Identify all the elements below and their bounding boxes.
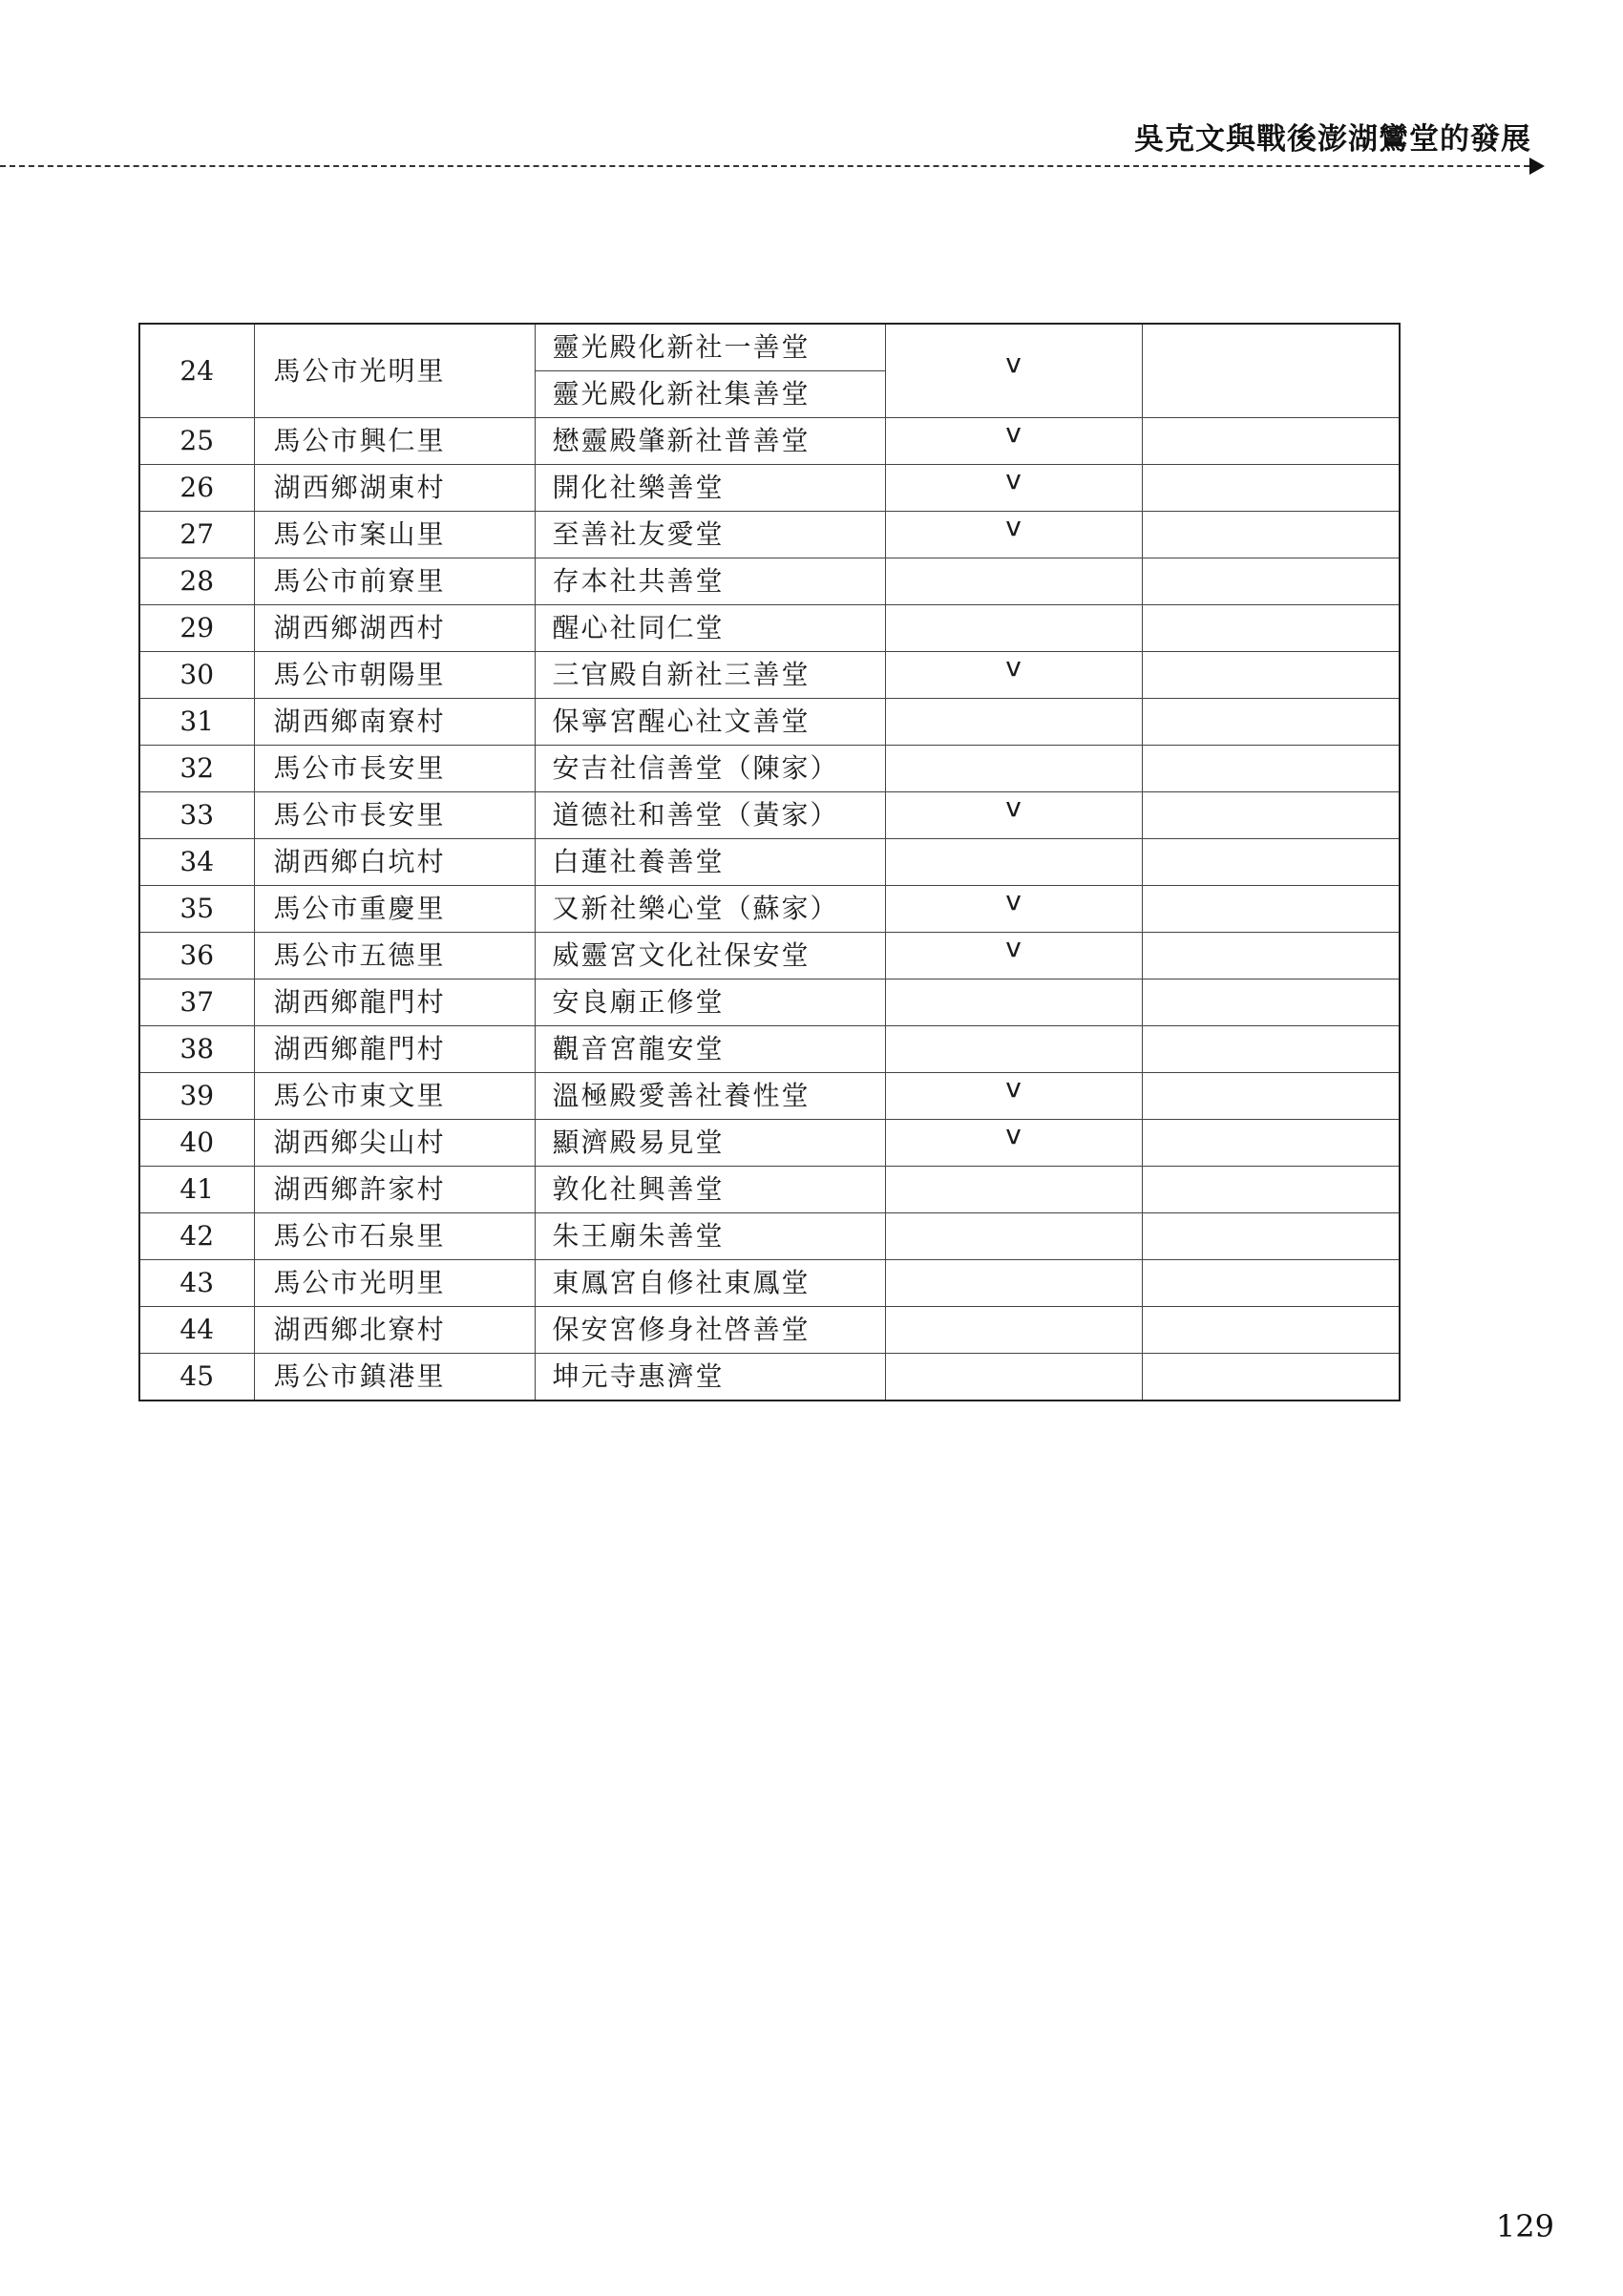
row-number: 38 [139,1026,254,1073]
row-temple-name: 白蓮社養善堂 [535,839,885,886]
row-temple-name: 溫極殿愛善社養性堂 [535,1073,885,1120]
row-temple-name: 安吉社信善堂（陳家） [535,746,885,792]
row-empty-cell [1142,1120,1400,1167]
row-location: 馬公市光明里 [254,1260,535,1307]
table-body [139,324,1400,1401]
row-number: 37 [139,979,254,1026]
row-number: 28 [139,558,254,605]
row-location: 馬公市朝陽里 [254,652,535,699]
row-empty-cell [1142,933,1400,979]
row-empty-cell [1142,1354,1400,1401]
table-row [139,746,1400,792]
row-location: 馬公市前寮里 [254,558,535,605]
table-row [139,1213,1400,1260]
row-number: 43 [139,1260,254,1307]
row-temple-name: 開化社樂善堂 [535,465,885,512]
row-empty-cell [1142,746,1400,792]
row-location: 湖西鄉湖東村 [254,465,535,512]
row-temple-name: 保寧宮醒心社文善堂 [535,699,885,746]
row-location: 馬公市五德里 [254,933,535,979]
page-number: 129 [1495,2208,1554,2244]
table-row [139,465,1400,512]
table-row [139,933,1400,979]
check-mark-icon: v [1005,1072,1022,1104]
row-temple-name: 威靈宮文化社保安堂 [535,933,885,979]
row-empty-cell [1142,324,1400,418]
table-row [139,699,1400,746]
row-location: 湖西鄉尖山村 [254,1120,535,1167]
check-mark-icon: v [1005,651,1022,683]
header-arrow-icon [1529,158,1545,175]
row-check-cell [885,558,1142,605]
row-check-cell [885,1260,1142,1307]
row-temple-name: 保安宮修身社啓善堂 [535,1307,885,1354]
row-location: 馬公市案山里 [254,512,535,558]
row-check-cell [885,1307,1142,1354]
luantang-table [138,323,1401,1401]
row-temple-name: 又新社樂心堂（蘇家） [535,886,885,933]
row-location: 馬公市光明里 [254,324,535,418]
row-number: 41 [139,1167,254,1213]
row-check-cell [885,605,1142,652]
check-mark-icon: v [1005,464,1022,495]
row-location: 湖西鄉許家村 [254,1167,535,1213]
check-mark-icon: v [1005,885,1022,916]
row-temple-name: 懋靈殿肇新社普善堂 [535,418,885,465]
row-number: 31 [139,699,254,746]
check-mark-icon: v [1005,347,1022,379]
row-empty-cell [1142,886,1400,933]
row-number: 33 [139,792,254,839]
row-empty-cell [1142,1167,1400,1213]
table-row [139,792,1400,839]
table-row [139,324,1400,371]
row-check-cell [885,839,1142,886]
row-check-cell [885,886,1142,933]
row-number: 24 [139,324,254,418]
check-mark-icon: v [1005,1119,1022,1150]
table-row [139,1307,1400,1354]
row-number: 42 [139,1213,254,1260]
row-number: 30 [139,652,254,699]
table-row [139,558,1400,605]
row-check-cell [885,652,1142,699]
row-check-cell [885,1026,1142,1073]
row-empty-cell [1142,699,1400,746]
row-location: 馬公市石泉里 [254,1213,535,1260]
row-empty-cell [1142,558,1400,605]
row-empty-cell [1142,979,1400,1026]
running-header-title: 吳克文與戰後澎湖鸞堂的發展 [1134,122,1531,157]
table-row [139,1073,1400,1120]
row-empty-cell [1142,418,1400,465]
row-check-cell [885,1073,1142,1120]
check-mark-icon: v [1005,932,1022,963]
table-row [139,512,1400,558]
check-mark-icon: v [1005,417,1022,449]
row-check-cell [885,1213,1142,1260]
check-mark-icon: v [1005,791,1022,823]
row-check-cell [885,979,1142,1026]
header-dashed-rule [0,165,1529,167]
table-row [139,652,1400,699]
row-number: 27 [139,512,254,558]
table-row [139,1260,1400,1307]
row-temple-name: 道德社和善堂（黃家） [535,792,885,839]
row-number: 26 [139,465,254,512]
row-check-cell [885,746,1142,792]
table-row [139,1354,1400,1401]
row-check-cell [885,699,1142,746]
row-number: 32 [139,746,254,792]
table-row [139,839,1400,886]
row-temple-name: 觀音宮龍安堂 [535,1026,885,1073]
row-number: 35 [139,886,254,933]
row-number: 25 [139,418,254,465]
row-empty-cell [1142,512,1400,558]
row-location: 馬公市東文里 [254,1073,535,1120]
row-empty-cell [1142,839,1400,886]
row-location: 馬公市長安里 [254,792,535,839]
row-check-cell [885,418,1142,465]
table-row [139,886,1400,933]
row-empty-cell [1142,792,1400,839]
table-row [139,605,1400,652]
row-temple-name: 至善社友愛堂 [535,512,885,558]
table-row [139,1120,1400,1167]
row-check-cell [885,933,1142,979]
table-row [139,1026,1400,1073]
row-empty-cell [1142,605,1400,652]
row-check-cell [885,1354,1142,1401]
row-empty-cell [1142,1213,1400,1260]
row-empty-cell [1142,465,1400,512]
row-location: 湖西鄉龍門村 [254,1026,535,1073]
table-row [139,1167,1400,1213]
row-temple-name: 東鳳宮自修社東鳳堂 [535,1260,885,1307]
row-temple-name: 存本社共善堂 [535,558,885,605]
row-number: 44 [139,1307,254,1354]
row-number: 34 [139,839,254,886]
row-temple-name: 安良廟正修堂 [535,979,885,1026]
table-row [139,418,1400,465]
row-location: 湖西鄉湖西村 [254,605,535,652]
row-location: 馬公市興仁里 [254,418,535,465]
row-location: 馬公市重慶里 [254,886,535,933]
row-temple-name: 三官殿自新社三善堂 [535,652,885,699]
check-mark-icon: v [1005,511,1022,542]
row-empty-cell [1142,1307,1400,1354]
row-location: 湖西鄉龍門村 [254,979,535,1026]
row-number: 29 [139,605,254,652]
row-temple-name: 坤元寺惠濟堂 [535,1354,885,1401]
row-check-cell [885,1120,1142,1167]
row-number: 36 [139,933,254,979]
row-empty-cell [1142,652,1400,699]
row-number: 39 [139,1073,254,1120]
row-temple-name: 靈光殿化新社集善堂 [535,371,885,418]
row-location: 馬公市長安里 [254,746,535,792]
row-check-cell [885,792,1142,839]
row-temple-name: 敦化社興善堂 [535,1167,885,1213]
row-temple-name: 顯濟殿易見堂 [535,1120,885,1167]
row-location: 湖西鄉白坑村 [254,839,535,886]
row-check-cell [885,324,1142,418]
row-number: 40 [139,1120,254,1167]
row-location: 湖西鄉南寮村 [254,699,535,746]
row-location: 湖西鄉北寮村 [254,1307,535,1354]
row-temple-name: 醒心社同仁堂 [535,605,885,652]
row-empty-cell [1142,1026,1400,1073]
row-check-cell [885,1167,1142,1213]
row-empty-cell [1142,1073,1400,1120]
row-check-cell [885,465,1142,512]
table-row [139,979,1400,1026]
row-empty-cell [1142,1260,1400,1307]
row-temple-name: 靈光殿化新社一善堂 [535,324,885,371]
row-check-cell [885,512,1142,558]
row-number: 45 [139,1354,254,1401]
row-temple-name: 朱王廟朱善堂 [535,1213,885,1260]
row-location: 馬公市鎮港里 [254,1354,535,1401]
